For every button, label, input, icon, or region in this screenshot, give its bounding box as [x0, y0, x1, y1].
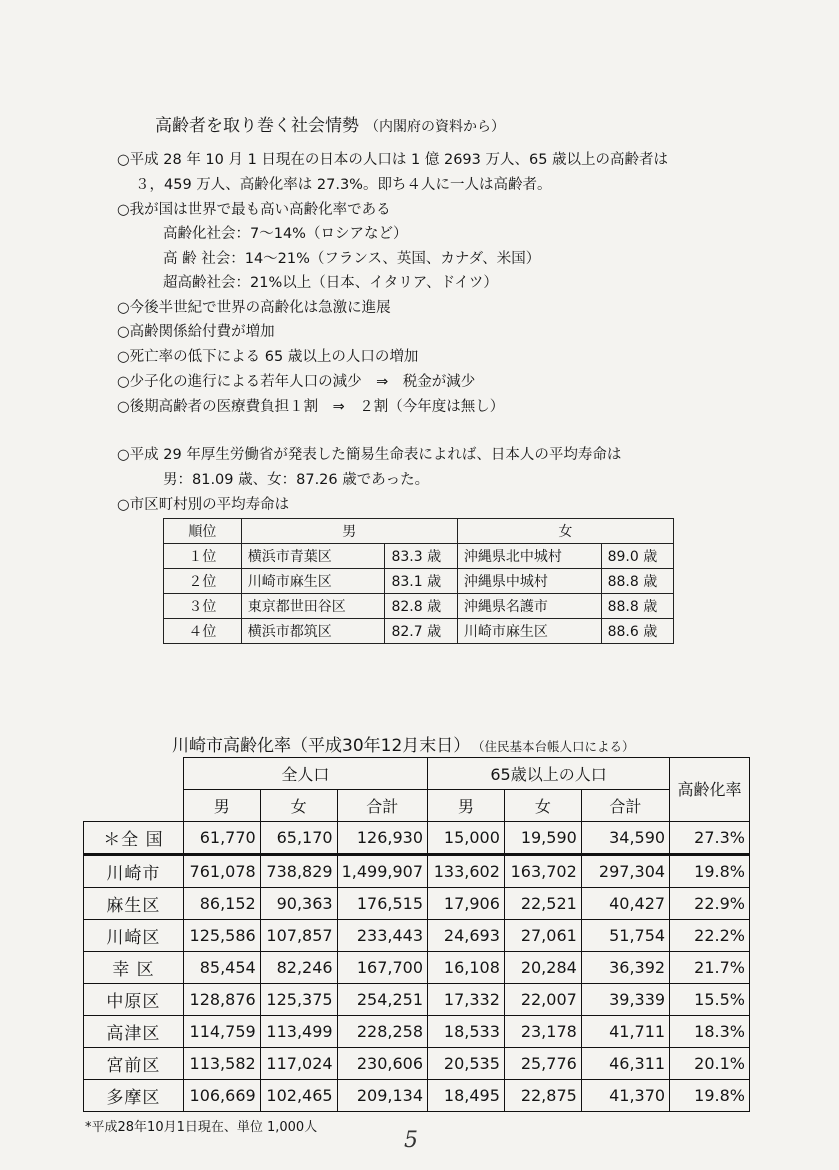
table-cell: 沖縄県北中城村: [457, 544, 601, 569]
table-cell: 22,521: [504, 888, 581, 920]
table-row: [164, 544, 674, 569]
table-cell: 254,251: [337, 984, 427, 1016]
empty-corner-cell: [84, 758, 184, 822]
header-cell: 女: [457, 519, 673, 544]
group-header-all: 全人口: [183, 758, 427, 790]
table-cell: 横浜市青葉区: [241, 544, 385, 569]
table-cell: 88.6 歳: [601, 619, 673, 644]
table-row: [84, 952, 750, 984]
row-label: 川崎市: [84, 855, 184, 888]
table-cell: 22.9%: [670, 888, 750, 920]
table-row: [164, 569, 674, 594]
table-cell: ４位: [164, 619, 242, 644]
table-cell: 51,754: [581, 920, 669, 952]
table-cell: 209,134: [337, 1080, 427, 1112]
bullet-line: ○後期高齢者の医療費負担１割 ⇒ ２割（今年度は無し）: [117, 399, 505, 415]
table-cell: 39,339: [581, 984, 669, 1016]
table-cell: 167,700: [337, 952, 427, 984]
table-row: [84, 1048, 750, 1080]
table-cell: 15.5%: [670, 984, 750, 1016]
sub-header-cell: 女: [260, 790, 337, 822]
sub-header-cell: 女: [504, 790, 581, 822]
page-title: [155, 111, 505, 136]
header-cell: 順位: [164, 519, 242, 544]
table-cell: 19.8%: [670, 1080, 750, 1112]
table-cell: 18,533: [428, 1016, 505, 1048]
table-cell: 107,857: [260, 920, 337, 952]
sub-header-cell: 男: [428, 790, 505, 822]
table-cell: 176,515: [337, 888, 427, 920]
table-cell: 19.8%: [670, 855, 750, 888]
sub-header-cell: 合計: [581, 790, 669, 822]
table-cell: 25,776: [504, 1048, 581, 1080]
table-cell: 24,693: [428, 920, 505, 952]
row-label: 川崎区: [84, 920, 184, 952]
table-cell: 41,711: [581, 1016, 669, 1048]
table-cell: 18.3%: [670, 1016, 750, 1048]
table-row: [164, 594, 674, 619]
table-cell: 82,246: [260, 952, 337, 984]
table-cell: 41,370: [581, 1080, 669, 1112]
table-cell: 85,454: [183, 952, 260, 984]
bullet-line: ○死亡率の低下による 65 歳以上の人口の増加: [117, 349, 419, 365]
table-cell: 88.8 歳: [601, 594, 673, 619]
table-cell: 46,311: [581, 1048, 669, 1080]
row-label: 宮前区: [84, 1048, 184, 1080]
table-cell: 22.2%: [670, 920, 750, 952]
bullet-line: ○平成 29 年厚生労働省が発表した簡易生命表によれば、日本人の平均寿命は: [117, 447, 622, 463]
table-cell: ３位: [164, 594, 242, 619]
table-cell: 沖縄県中城村: [457, 569, 601, 594]
table-cell: 86,152: [183, 888, 260, 920]
table-cell: 34,590: [581, 822, 669, 855]
row-label: 多摩区: [84, 1080, 184, 1112]
table-cell: 113,499: [260, 1016, 337, 1048]
title-text: 高齢者を取り巻く社会情勢: [155, 116, 359, 136]
table-cell: 15,000: [428, 822, 505, 855]
table-cell: 128,876: [183, 984, 260, 1016]
table-cell: 17,332: [428, 984, 505, 1016]
table-row: [84, 822, 750, 855]
table-cell: 1,499,907: [337, 855, 427, 888]
table-cell: 102,465: [260, 1080, 337, 1112]
table-cell: 川崎市麻生区: [241, 569, 385, 594]
kawasaki-table-title: [172, 731, 635, 756]
row-label: ＊全 国: [84, 822, 184, 855]
table-cell: 90,363: [260, 888, 337, 920]
table-cell: 163,702: [504, 855, 581, 888]
header-cell: 男: [241, 519, 457, 544]
kawasaki-title-note: （住民基本台帳人口による）: [478, 739, 635, 754]
table-cell: 20.1%: [670, 1048, 750, 1080]
table-cell: 89.0 歳: [601, 544, 673, 569]
table-cell: 横浜市都筑区: [241, 619, 385, 644]
bullet-line: ○少子化の進行による若年人口の減少 ⇒ 税金が減少: [117, 374, 476, 390]
table-row: [84, 920, 750, 952]
table-cell: 65,170: [260, 822, 337, 855]
table-row: [84, 888, 750, 920]
group-header-65: 65歳以上の人口: [428, 758, 670, 790]
table-cell: 228,258: [337, 1016, 427, 1048]
table-row: [84, 1080, 750, 1112]
table-cell: 16,108: [428, 952, 505, 984]
table-row: [84, 984, 750, 1016]
table-cell: 125,586: [183, 920, 260, 952]
table-cell: 106,669: [183, 1080, 260, 1112]
table-cell: 133,602: [428, 855, 505, 888]
table-cell: 114,759: [183, 1016, 260, 1048]
table-cell: ２位: [164, 569, 242, 594]
table-row: [164, 619, 674, 644]
table-cell: 20,535: [428, 1048, 505, 1080]
page-number: 5: [404, 1128, 418, 1153]
table-subheader-row: [84, 790, 750, 822]
table-cell: 61,770: [183, 822, 260, 855]
bullet-line: ○市区町村別の平均寿命は: [117, 497, 290, 513]
table-cell: 230,606: [337, 1048, 427, 1080]
table-cell: 川崎市麻生区: [457, 619, 601, 644]
table-cell: 27.3%: [670, 822, 750, 855]
table-row: [84, 1016, 750, 1048]
row-label: 中原区: [84, 984, 184, 1016]
table-cell: 82.7 歳: [385, 619, 457, 644]
table-cell: 233,443: [337, 920, 427, 952]
table-cell: 27,061: [504, 920, 581, 952]
table-cell: 40,427: [581, 888, 669, 920]
row-label: 高津区: [84, 1016, 184, 1048]
table-cell: 82.8 歳: [385, 594, 457, 619]
table-cell: 738,829: [260, 855, 337, 888]
table-cell: 17,906: [428, 888, 505, 920]
table-cell: 297,304: [581, 855, 669, 888]
bullet-line: ○今後半世紀で世界の高齢化は急激に進展: [117, 300, 391, 316]
kawasaki-aging-rate-table: [83, 757, 750, 1112]
sub-header-cell: 合計: [337, 790, 427, 822]
table-cell: 21.7%: [670, 952, 750, 984]
table-cell: １位: [164, 544, 242, 569]
bullet-line: ○我が国は世界で最も高い高齢化率である: [117, 202, 391, 218]
table-cell: 22,875: [504, 1080, 581, 1112]
table-cell: 22,007: [504, 984, 581, 1016]
table-cell: 36,392: [581, 952, 669, 984]
bullet-line: 高齢化社会：7〜14%（ロシアなど）: [163, 226, 408, 242]
kawasaki-title-text: 川崎市高齢化率（平成30年12月末日）: [172, 736, 471, 756]
row-label: 麻生区: [84, 888, 184, 920]
table-cell: 83.1 歳: [385, 569, 457, 594]
table-cell: 761,078: [183, 855, 260, 888]
rate-header: 高齢化率: [670, 758, 750, 822]
bullet-line: 高 齢 社会：14〜21%（フランス、英国、カナダ、米国）: [163, 251, 541, 267]
table-cell: 18,495: [428, 1080, 505, 1112]
table-cell: 113,582: [183, 1048, 260, 1080]
table-cell: 19,590: [504, 822, 581, 855]
bullet-line: 超高齢社会：21%以上（日本、イタリア、ドイツ）: [163, 275, 498, 291]
bullet-line: ３，459 万人、高齢化率は 27.3%。即ち４人に一人は高齢者。: [135, 177, 552, 193]
bullet-line: ○高齢関係給付費が増加: [117, 324, 275, 340]
table-cell: 23,178: [504, 1016, 581, 1048]
table-cell: 117,024: [260, 1048, 337, 1080]
bullet-line: ○平成 28 年 10 月 1 日現在の日本の人口は 1 億 2693 万人、65 歳以上の高齢者は: [117, 152, 669, 168]
table-cell: 88.8 歳: [601, 569, 673, 594]
table-cell: 東京都世田谷区: [241, 594, 385, 619]
footnote: *平成28年10月1日現在、単位 1,000人: [85, 1120, 318, 1135]
table-cell: 83.3 歳: [385, 544, 457, 569]
title-note: （内閣府の資料から）: [365, 119, 505, 135]
bullet-line: 男：81.09 歳、女：87.26 歳であった。: [163, 472, 430, 488]
table-cell: 20,284: [504, 952, 581, 984]
table-header-row: [84, 758, 750, 790]
life-expectancy-rank-table: [163, 518, 674, 644]
table-header-row: [164, 519, 674, 544]
sub-header-cell: 男: [183, 790, 260, 822]
table-cell: 126,930: [337, 822, 427, 855]
row-label: 幸 区: [84, 952, 184, 984]
table-cell: 沖縄県名護市: [457, 594, 601, 619]
table-row: [84, 855, 750, 888]
table-cell: 125,375: [260, 984, 337, 1016]
